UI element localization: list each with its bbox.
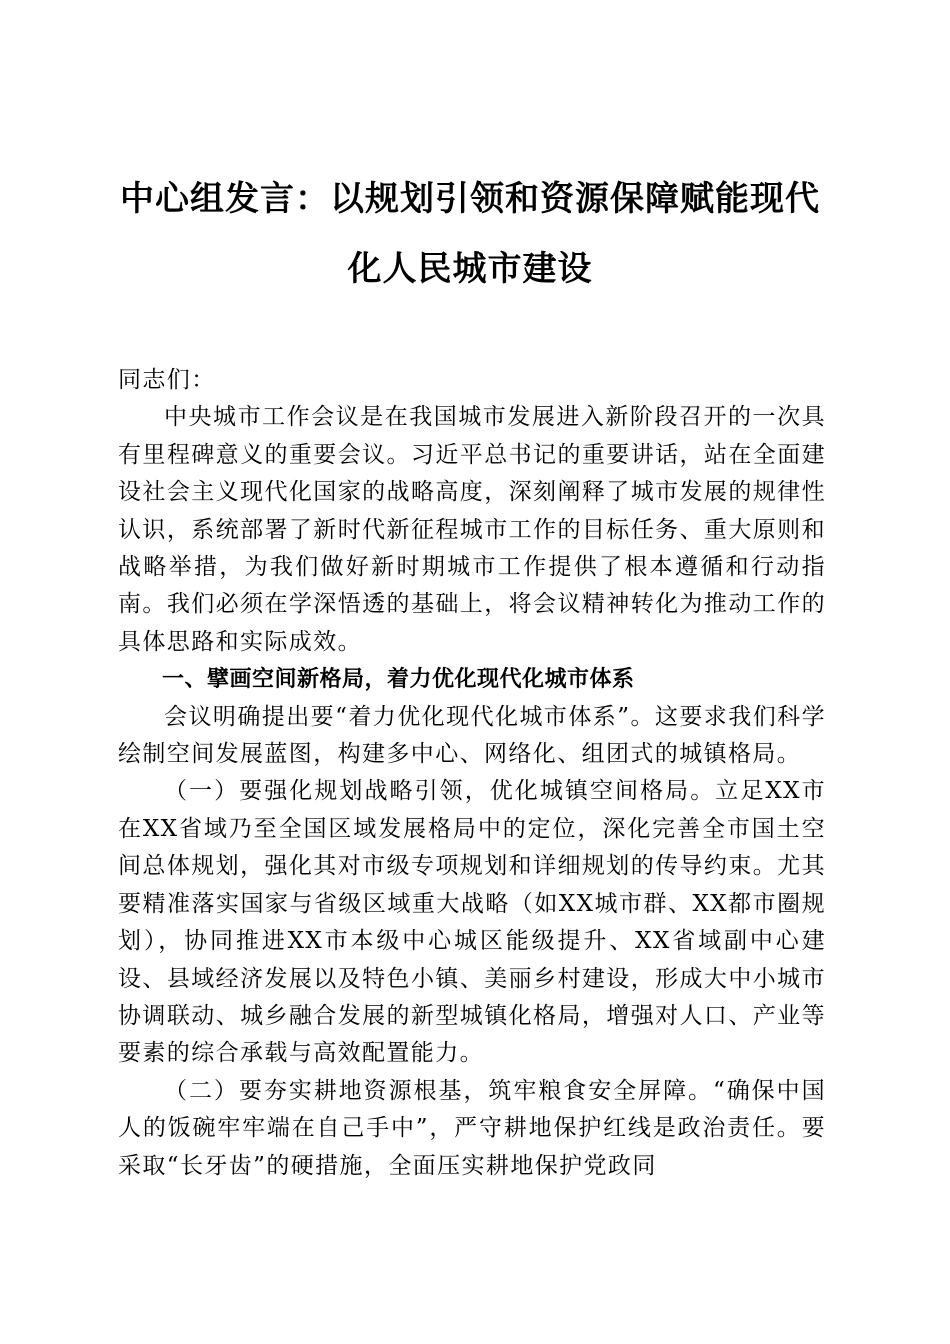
document-body <box>118 362 826 1185</box>
greeting: 同志们： <box>118 367 216 393</box>
paragraph-section-1-intro: 会议明确提出要“着力优化现代化城市体系”。这要求我们科学绘制空间发展蓝图，构建多中心、网络化、组团式的城镇格局。 <box>118 703 826 768</box>
paragraph-intro: 中央城市工作会议是在我国城市发展进入新阶段召开的一次具有里程碑意义的重要会议。习近平总书记的重要讲话，站在全面建设社会主义现代化国家的战略高度，深刻阐释了城市发展的规律性认识，系统部署了新时代新征程城市工作的目标任务、重大原则和战略举措，为我们做好新时期城市工作提供了根本遵循和行动指南。我们必须在学深悟透的基础上，将会议精神转化为推动工作的具体思路和实际成效。 <box>118 404 826 655</box>
paragraph-subsection-1 <box>118 773 826 1072</box>
document-title: 中心组发言：以规划引领和资源保障赋能现代化人民城市建设 <box>120 179 820 289</box>
subsection-2-heading: （二）要夯实耕地资源根基，筑牢粮食安全屏障。 <box>164 1077 714 1104</box>
subsection-1-text: 立足XX市在XX省域乃至全国区域发展格局中的定位，深化完善全市国土空间总体规划，强化其对市级专项规划和详细规划的传导约束。尤其要精准落实国家与省级区域重大战略（如XX城市群、XX都市圈规划），协同推进XX市本级中心城区能级提升、XX省域副中心建设、县域经济发展以及特色小镇、美丽乡村建设，形成大中小城市协调联动、城乡融合发展的新型城镇化格局，增强对人口、产业等要素的综合承载与高效配置能力。 <box>118 778 826 1067</box>
paragraph-subsection-2 <box>118 1073 826 1185</box>
subsection-2-text: “确保中国人的饭碗牢牢端在自己手中”，严守耕地保护红线是政治责任。要采取“长牙齿”的硬措施，全面压实耕地保护党政同 <box>118 1077 826 1179</box>
subsection-1-heading: （一）要强化规划战略引领，优化城镇空间格局。 <box>164 778 716 805</box>
section-heading-1: 一、擘画空间新格局，着力优化现代化城市体系 <box>162 667 635 693</box>
